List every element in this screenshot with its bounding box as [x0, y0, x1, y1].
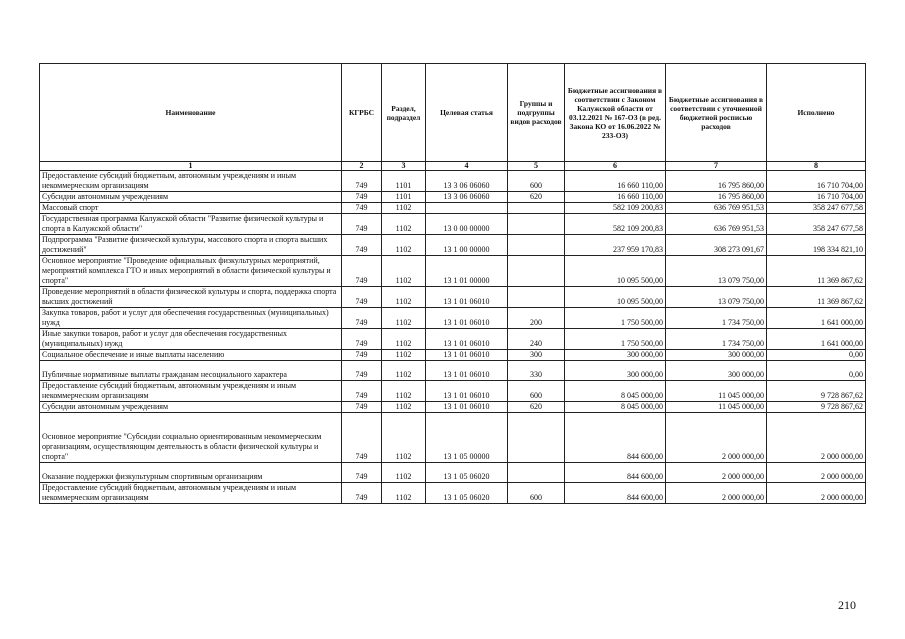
row-section: 1102	[382, 214, 426, 235]
row-budget-amount: 1 734 750,00	[666, 329, 767, 350]
row-kgrbs: 749	[342, 483, 382, 504]
row-target-article: 13 3 06 06060	[426, 192, 508, 203]
row-executed-amount: 16 710 704,00	[767, 192, 866, 203]
row-executed-amount: 1 641 000,00	[767, 329, 866, 350]
row-expense-group: 620	[508, 402, 565, 413]
row-target-article: 13 1 00 00000	[426, 235, 508, 256]
row-law-amount: 582 109 200,83	[565, 214, 666, 235]
row-name: Публичные нормативные выплаты гражданам несоциального характера	[40, 361, 342, 381]
header-executed: Исполнено	[767, 64, 866, 162]
row-budget-amount: 16 795 860,00	[666, 171, 767, 192]
row-budget-amount: 16 795 860,00	[666, 192, 767, 203]
row-budget-amount: 300 000,00	[666, 350, 767, 361]
row-target-article: 13 1 05 06020	[426, 483, 508, 504]
header-budget-allocations: Бюджетные ассигнования в соответствии с уточненной бюджетной росписью расходов	[666, 64, 767, 162]
row-law-amount: 1 750 500,00	[565, 308, 666, 329]
table-row	[40, 381, 866, 402]
row-target-article	[426, 203, 508, 214]
budget-table	[39, 63, 866, 504]
row-name: Предоставление субсидий бюджетным, автономным учреждениям и иным некоммерческим организациям	[40, 483, 342, 504]
column-number: 2	[342, 162, 382, 171]
row-budget-amount: 2 000 000,00	[666, 413, 767, 463]
row-expense-group: 200	[508, 308, 565, 329]
header-kgrbs: КГРБС	[342, 64, 382, 162]
row-section: 1102	[382, 483, 426, 504]
row-section: 1102	[382, 361, 426, 381]
row-section: 1102	[382, 308, 426, 329]
row-section: 1101	[382, 192, 426, 203]
row-executed-amount: 11 369 867,62	[767, 287, 866, 308]
row-law-amount: 8 045 000,00	[565, 402, 666, 413]
row-budget-amount: 13 079 750,00	[666, 287, 767, 308]
table-row	[40, 256, 866, 287]
row-law-amount: 582 109 200,83	[565, 203, 666, 214]
row-section: 1102	[382, 463, 426, 483]
row-expense-group: 600	[508, 171, 565, 192]
row-executed-amount: 358 247 677,58	[767, 214, 866, 235]
row-budget-amount: 1 734 750,00	[666, 308, 767, 329]
column-number: 3	[382, 162, 426, 171]
row-expense-group	[508, 413, 565, 463]
row-law-amount: 300 000,00	[565, 350, 666, 361]
row-target-article: 13 1 01 06010	[426, 329, 508, 350]
header-law-allocations: Бюджетные ассигнования в соответствии с Законом Калужской области от 03.12.2021 № 167-ОЗ (в ред. Закона КО от 16.06.2022 № 233-ОЗ)	[565, 64, 666, 162]
row-executed-amount: 1 641 000,00	[767, 308, 866, 329]
row-kgrbs: 749	[342, 361, 382, 381]
header-name: Наименование	[40, 64, 342, 162]
row-budget-amount: 11 045 000,00	[666, 381, 767, 402]
row-expense-group: 600	[508, 381, 565, 402]
row-executed-amount: 9 728 867,62	[767, 402, 866, 413]
row-target-article: 13 1 01 06010	[426, 381, 508, 402]
row-law-amount: 844 600,00	[565, 463, 666, 483]
row-executed-amount: 11 369 867,62	[767, 256, 866, 287]
table-row	[40, 361, 866, 381]
row-name: Основное мероприятие "Проведение официальных физкультурных мероприятий, мероприятий комплекса ГТО и иных мероприятий в области физической культуры и спорта"	[40, 256, 342, 287]
column-number: 6	[565, 162, 666, 171]
row-budget-amount: 636 769 951,53	[666, 214, 767, 235]
row-section: 1102	[382, 402, 426, 413]
row-target-article: 13 1 01 06010	[426, 308, 508, 329]
row-budget-amount: 300 000,00	[666, 361, 767, 381]
row-expense-group	[508, 235, 565, 256]
row-section: 1102	[382, 413, 426, 463]
table-row	[40, 329, 866, 350]
header-group: Группы и подгруппы видов расходов	[508, 64, 565, 162]
row-kgrbs: 749	[342, 203, 382, 214]
row-name: Социальное обеспечение и иные выплаты населению	[40, 350, 342, 361]
row-expense-group: 240	[508, 329, 565, 350]
column-number: 4	[426, 162, 508, 171]
column-number-row	[40, 162, 866, 171]
row-kgrbs: 749	[342, 256, 382, 287]
row-kgrbs: 749	[342, 287, 382, 308]
row-kgrbs: 749	[342, 171, 382, 192]
row-name: Субсидии автономным учреждениям	[40, 402, 342, 413]
row-section: 1102	[382, 350, 426, 361]
row-executed-amount: 2 000 000,00	[767, 463, 866, 483]
header-section: Раздел, подраздел	[382, 64, 426, 162]
column-number: 7	[666, 162, 767, 171]
table-row	[40, 235, 866, 256]
row-expense-group: 600	[508, 483, 565, 504]
row-law-amount: 10 095 500,00	[565, 256, 666, 287]
row-expense-group	[508, 463, 565, 483]
row-law-amount: 8 045 000,00	[565, 381, 666, 402]
row-budget-amount: 2 000 000,00	[666, 463, 767, 483]
row-name: Проведение мероприятий в области физической культуры и спорта, поддержка спорта высших достижений	[40, 287, 342, 308]
row-target-article: 13 1 01 00000	[426, 256, 508, 287]
row-name: Предоставление субсидий бюджетным, автономным учреждениям и иным некоммерческим организациям	[40, 381, 342, 402]
row-expense-group: 300	[508, 350, 565, 361]
row-law-amount: 1 750 500,00	[565, 329, 666, 350]
table-row	[40, 171, 866, 192]
row-section: 1102	[382, 235, 426, 256]
header-target: Целевая статья	[426, 64, 508, 162]
row-name: Закупка товаров, работ и услуг для обеспечения государственных (муниципальных) нужд	[40, 308, 342, 329]
row-target-article: 13 1 05 06020	[426, 463, 508, 483]
row-kgrbs: 749	[342, 463, 382, 483]
row-name: Государственная программа Калужской области "Развитие физической культуры и спорта в Калужской области"	[40, 214, 342, 235]
table-row	[40, 203, 866, 214]
table-row	[40, 350, 866, 361]
row-section: 1102	[382, 381, 426, 402]
column-number: 1	[40, 162, 342, 171]
table-row	[40, 463, 866, 483]
row-law-amount: 10 095 500,00	[565, 287, 666, 308]
row-expense-group	[508, 214, 565, 235]
row-target-article: 13 1 01 06010	[426, 402, 508, 413]
row-budget-amount: 13 079 750,00	[666, 256, 767, 287]
row-executed-amount: 2 000 000,00	[767, 413, 866, 463]
row-law-amount: 237 959 170,83	[565, 235, 666, 256]
column-number: 5	[508, 162, 565, 171]
row-kgrbs: 749	[342, 308, 382, 329]
row-name: Субсидии автономным учреждениям	[40, 192, 342, 203]
row-executed-amount: 358 247 677,58	[767, 203, 866, 214]
row-executed-amount: 0,00	[767, 361, 866, 381]
row-target-article: 13 3 06 06060	[426, 171, 508, 192]
row-kgrbs: 749	[342, 381, 382, 402]
row-budget-amount: 308 273 091,67	[666, 235, 767, 256]
row-law-amount: 16 660 110,00	[565, 192, 666, 203]
row-target-article: 13 1 05 00000	[426, 413, 508, 463]
table-row	[40, 402, 866, 413]
row-kgrbs: 749	[342, 402, 382, 413]
row-section: 1102	[382, 287, 426, 308]
row-expense-group: 330	[508, 361, 565, 381]
table-row	[40, 483, 866, 504]
row-expense-group	[508, 203, 565, 214]
row-name: Предоставление субсидий бюджетным, автономным учреждениям и иным некоммерческим организациям	[40, 171, 342, 192]
row-law-amount: 16 660 110,00	[565, 171, 666, 192]
row-name: Массовый спорт	[40, 203, 342, 214]
row-budget-amount: 2 000 000,00	[666, 483, 767, 504]
header-row	[40, 64, 866, 162]
row-name: Иные закупки товаров, работ и услуг для обеспечения государственных (муниципальных) нужд	[40, 329, 342, 350]
row-expense-group	[508, 287, 565, 308]
row-law-amount: 844 600,00	[565, 413, 666, 463]
row-section: 1102	[382, 203, 426, 214]
table-row	[40, 287, 866, 308]
row-section: 1101	[382, 171, 426, 192]
row-kgrbs: 749	[342, 413, 382, 463]
row-law-amount: 844 600,00	[565, 483, 666, 504]
row-law-amount: 300 000,00	[565, 361, 666, 381]
row-executed-amount: 198 334 821,10	[767, 235, 866, 256]
row-budget-amount: 636 769 951,53	[666, 203, 767, 214]
row-executed-amount: 2 000 000,00	[767, 483, 866, 504]
table-row	[40, 214, 866, 235]
row-budget-amount: 11 045 000,00	[666, 402, 767, 413]
column-number: 8	[767, 162, 866, 171]
row-section: 1102	[382, 329, 426, 350]
row-kgrbs: 749	[342, 350, 382, 361]
row-kgrbs: 749	[342, 235, 382, 256]
row-kgrbs: 749	[342, 214, 382, 235]
row-name: Основное мероприятие "Субсидии социально ориентированным некоммерческим организациям, осуществляющим деятельность в области физической культуры и спорта"	[40, 413, 342, 463]
row-executed-amount: 9 728 867,62	[767, 381, 866, 402]
row-target-article: 13 1 01 06010	[426, 350, 508, 361]
table-row	[40, 192, 866, 203]
row-name: Оказание поддержки физкультурным спортивным организациям	[40, 463, 342, 483]
row-expense-group: 620	[508, 192, 565, 203]
row-executed-amount: 0,00	[767, 350, 866, 361]
row-target-article: 13 0 00 00000	[426, 214, 508, 235]
row-name: Подпрограмма "Развитие физической культуры, массового спорта и спорта высших достижений"	[40, 235, 342, 256]
row-executed-amount: 16 710 704,00	[767, 171, 866, 192]
row-expense-group	[508, 256, 565, 287]
row-kgrbs: 749	[342, 192, 382, 203]
row-kgrbs: 749	[342, 329, 382, 350]
page-number: 210	[838, 598, 856, 612]
table-row	[40, 413, 866, 463]
table-row	[40, 308, 866, 329]
row-target-article: 13 1 01 06010	[426, 361, 508, 381]
row-target-article: 13 1 01 06010	[426, 287, 508, 308]
row-section: 1102	[382, 256, 426, 287]
